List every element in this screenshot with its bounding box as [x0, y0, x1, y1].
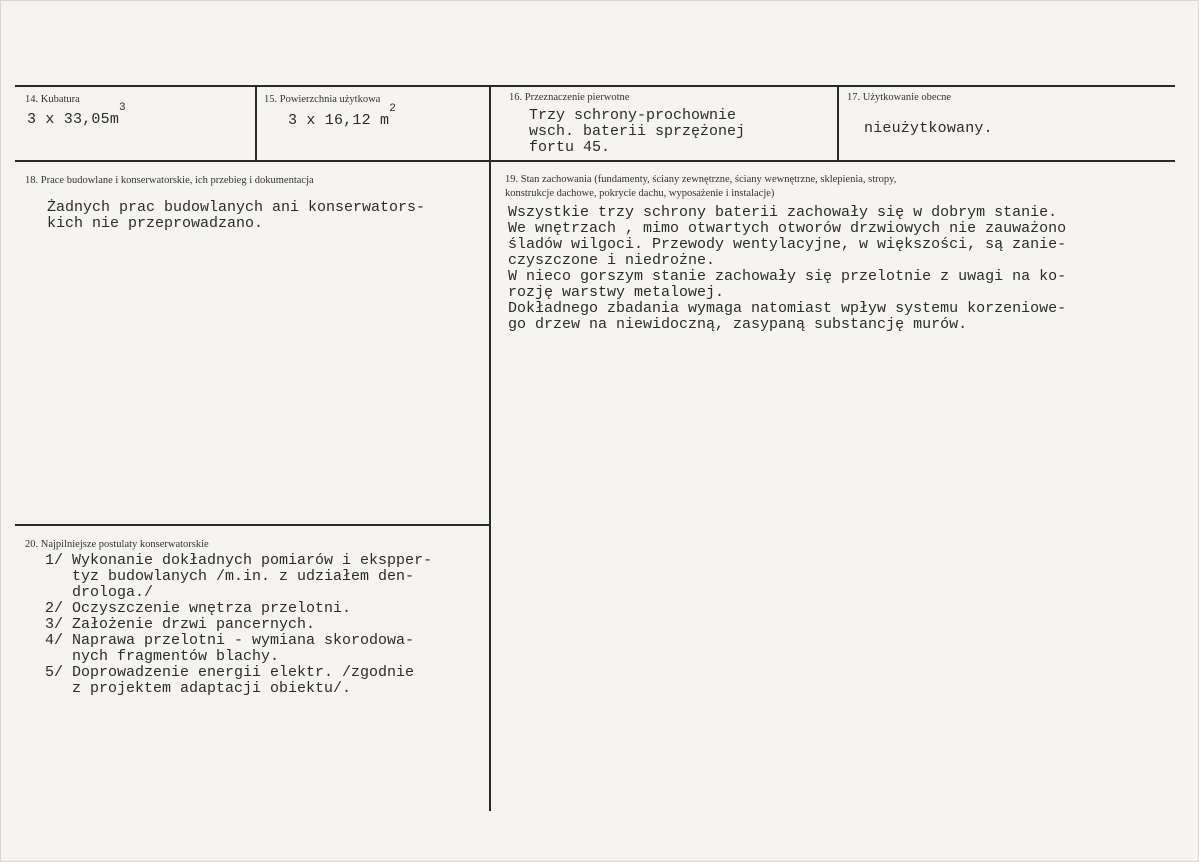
field-19-line: rozję warstwy metalowej.	[508, 284, 725, 301]
field-20-line: nych fragmentów blachy.	[27, 648, 280, 665]
field-20-line: 5/ Doprowadzenie energii elektr. /zgodnie	[27, 664, 415, 681]
field-19-label-line-2: konstrukcje dachowe, pokrycie dachu, wyposażenie i instalacje)	[505, 188, 775, 199]
field-16-line: Trzy schrony-prochownie	[529, 107, 737, 124]
field-20-line: drologa./	[27, 584, 154, 601]
col-divider-14-15	[255, 86, 257, 160]
field-20-line: tyz budowlanych /m.in. z udziałem den-	[27, 568, 415, 585]
field-15-value-base: 3 x 16,12 m	[288, 112, 390, 129]
field-14-value	[27, 102, 126, 128]
row-divider-1	[15, 160, 1175, 162]
field-15-value-sup: 2	[389, 103, 397, 115]
field-17-value: nieużytkowany.	[864, 120, 993, 137]
field-16-label: 16. Przeznaczenie pierwotne	[509, 92, 630, 103]
field-20-line: 2/ Oczyszczenie wnętrza przelotni.	[27, 600, 352, 617]
field-15-value	[288, 103, 397, 129]
field-19-line: śladów wilgoci. Przewody wentylacyjne, w większości, są zanie-	[508, 236, 1067, 253]
field-15-label: 15. Powierzchnia użytkowa	[264, 94, 381, 105]
field-16-line: fortu 45.	[529, 139, 611, 156]
field-17-label: 17. Użytkowanie obecne	[847, 92, 952, 103]
field-20-line: 4/ Naprawa przelotni - wymiana skorodowa-	[27, 632, 415, 649]
field-18-line: Żadnych prac budowlanych ani konserwators-	[47, 199, 426, 216]
field-19-label-line-1: 19. Stan zachowania (fundamenty, ściany zewnętrzne, ściany wewnętrzne, sklepienia, stropy,	[505, 174, 897, 185]
field-19-line: Dokładnego zbadania wymaga natomiast wpływ systemu korzeniowe-	[508, 300, 1067, 317]
field-14-value-sup: 3	[119, 102, 126, 114]
field-19-line: go drzew na niewidoczną, zasypaną substancję murów.	[508, 316, 968, 333]
row-divider-2	[15, 524, 489, 526]
field-20-label: 20. Najpilniejsze postulaty konserwatorskie	[25, 539, 209, 550]
field-14-value-base: 3 x 33,05m	[27, 111, 120, 128]
field-16-line: wsch. baterii sprzężonej	[529, 123, 746, 140]
col-divider-main	[489, 86, 491, 811]
field-19-line: We wnętrzach , mimo otwartych otworów drzwiowych nie zauważono	[508, 220, 1067, 237]
field-19-line: W nieco gorszym stanie zachowały się przelotnie z uwagi na ko-	[508, 268, 1067, 285]
field-19-line: czyszczone i niedrożne.	[508, 252, 716, 269]
field-20-line: 1/ Wykonanie dokładnych pomiarów i ekspper-	[27, 552, 433, 569]
field-19-line: Wszystkie trzy schrony baterii zachowały się w dobrym stanie.	[508, 204, 1058, 221]
field-18-line: kich nie przeprowadzano.	[47, 215, 264, 232]
field-18-label: 18. Prace budowlane i konserwatorskie, ich przebieg i dokumentacja	[25, 175, 314, 186]
top-rule	[15, 85, 1175, 87]
field-20-line: 3/ Założenie drzwi pancernych.	[27, 616, 316, 633]
field-19-value	[508, 205, 1066, 333]
field-20-value	[27, 553, 432, 697]
col-divider-16-17	[837, 86, 839, 160]
field-16-value	[529, 108, 745, 156]
field-14-label: 14. Kubatura	[25, 94, 80, 105]
field-20-line: z projektem adaptacji obiektu/.	[27, 680, 352, 697]
field-18-value	[47, 200, 425, 232]
